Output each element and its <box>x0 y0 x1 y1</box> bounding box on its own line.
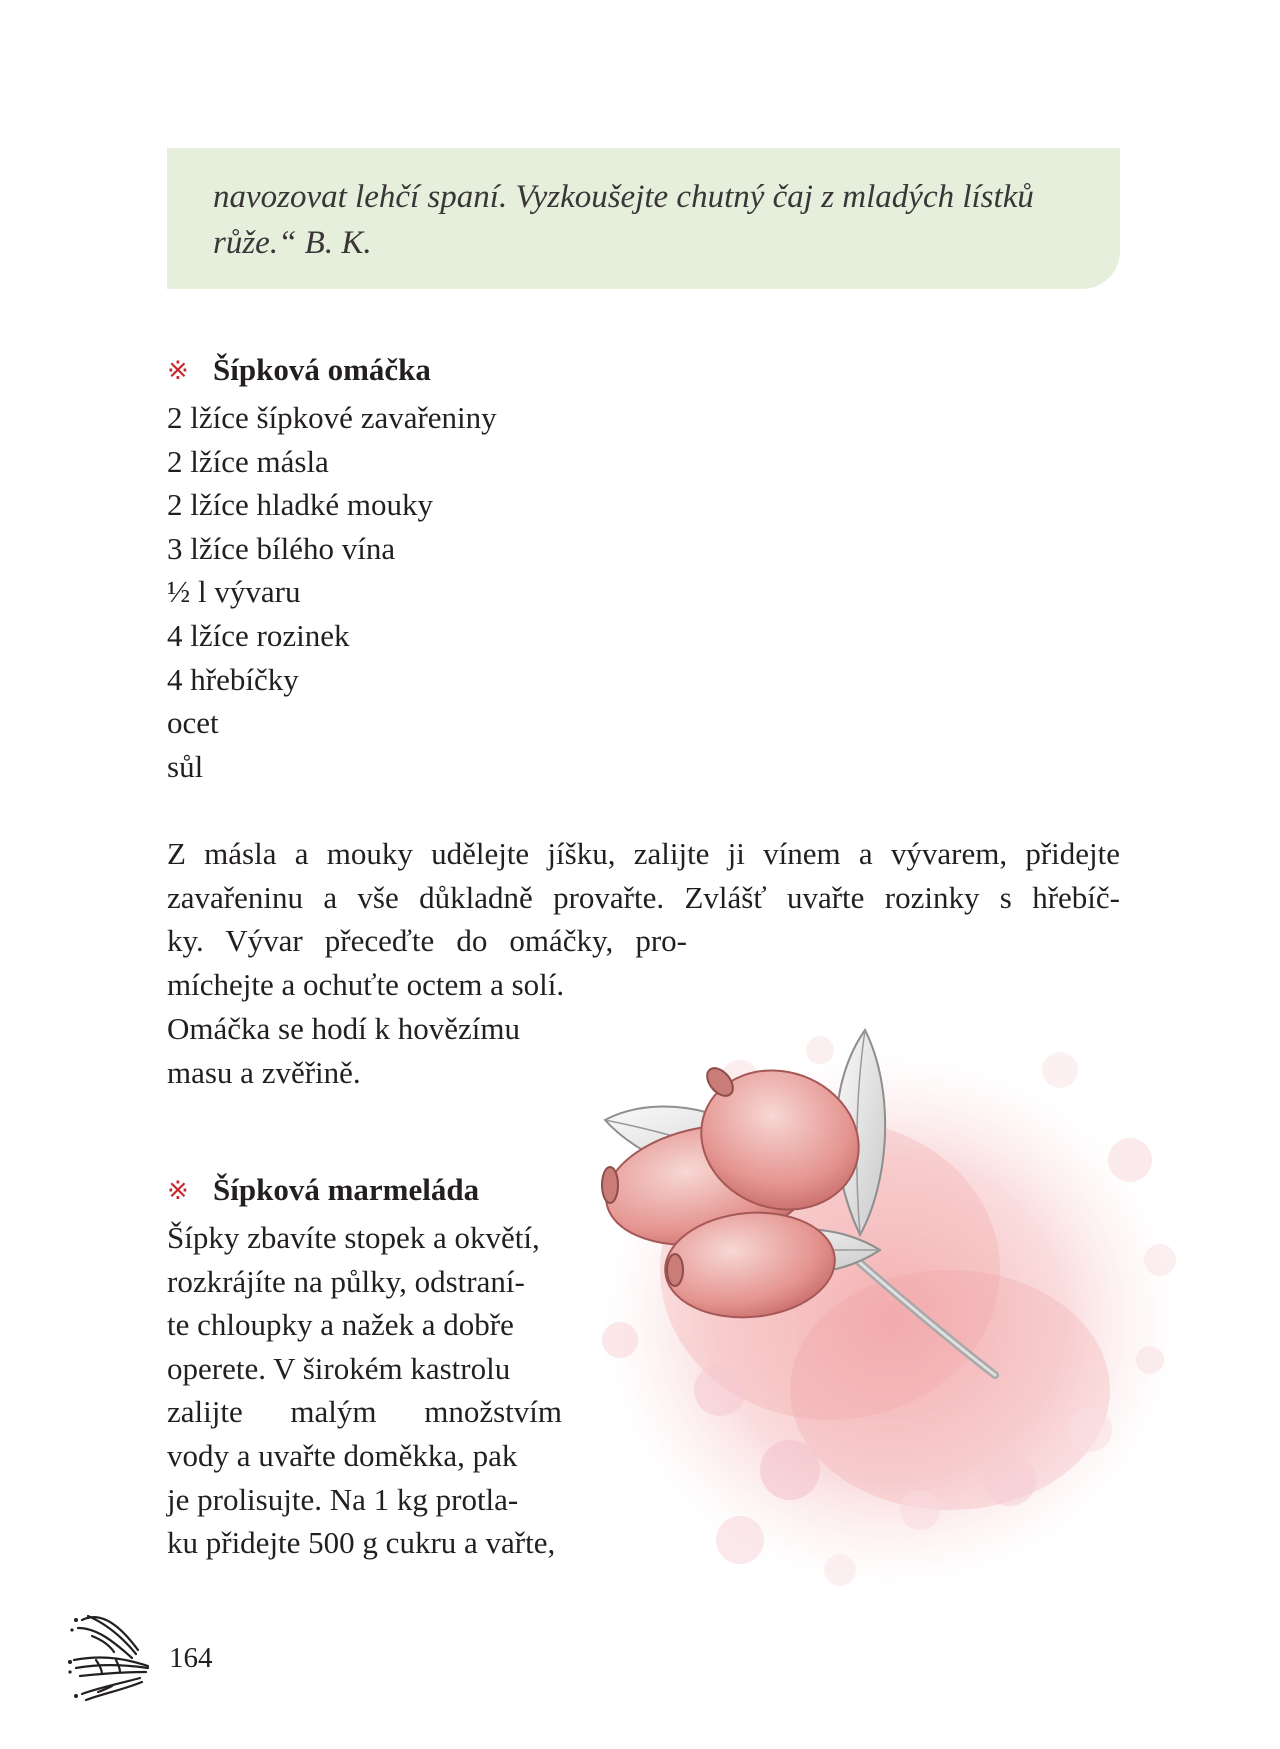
recipe-heading-sipkova-marmelada <box>167 1170 479 1211</box>
instruction-line: masu a zvěřině. <box>167 1054 361 1090</box>
ingredient-item: ocet <box>167 705 219 741</box>
recipe-title: Šípková marmeláda <box>213 1172 480 1207</box>
ingredient-item: 3 lžíce bílého vína <box>167 530 396 566</box>
quote-line: navozovat lehčí spaní. Vyzkoušejte chutný čaj z mladých lístků <box>213 179 1034 215</box>
instruction-line: ku přidejte 500 g cukru a vařte, <box>167 1525 556 1561</box>
instruction-line: te chloupky a nažek a dobře <box>167 1307 514 1343</box>
instruction-line: ky. Vývar přeceďte do omáčky, pro- <box>167 923 687 959</box>
ingredient-item: 4 lžíce rozinek <box>167 617 350 653</box>
ingredient-item: 2 lžíce šípkové zavařeniny <box>167 400 497 435</box>
quote-line: růže.“ B. K. <box>213 225 372 261</box>
page-number: 164 <box>169 1642 213 1674</box>
instruction-line: zalijte malým množstvím <box>167 1394 562 1430</box>
reference-mark-icon: ※ <box>167 1176 189 1205</box>
rosehip-illustration <box>590 1010 1190 1610</box>
rosehip-illustration-icon <box>590 1010 1190 1610</box>
feather-ornament-icon <box>68 1606 158 1706</box>
recipe-instructions <box>167 1216 562 1565</box>
quote-text <box>213 174 1085 266</box>
instruction-line: rozkrájíte na půlky, odstraní- <box>167 1263 525 1299</box>
ingredient-item: 4 hřebíčky <box>167 661 299 697</box>
ingredient-item: ½ l vývaru <box>167 574 301 610</box>
ingredient-list <box>167 396 497 788</box>
reference-mark-icon: ※ <box>167 356 189 385</box>
instruction-line: míchejte a ochuťte octem a solí. <box>167 967 565 1003</box>
instruction-line: zavařeninu a vše důkladně provařte. Zvlášť uvařte rozinky s hřebíč- <box>167 879 1120 915</box>
instruction-line: je prolisujte. Na 1 kg protla- <box>167 1481 519 1517</box>
instruction-line: Z másla a mouky udělejte jíšku, zalijte ji vínem a vývarem, přidejte <box>167 836 1120 871</box>
ingredient-item: 2 lžíce hladké mouky <box>167 487 433 523</box>
instruction-line: vody a uvařte doměkka, pak <box>167 1437 518 1473</box>
instruction-line: operete. V širokém kastrolu <box>167 1350 511 1386</box>
ingredient-item: 2 lžíce másla <box>167 443 329 479</box>
instruction-line: Omáčka se hodí k hovězímu <box>167 1010 520 1046</box>
ingredient-item: sůl <box>167 748 204 784</box>
instruction-line: Šípky zbavíte stopek a okvětí, <box>167 1220 540 1255</box>
recipe-title: Šípková omáčka <box>213 352 431 387</box>
quote-box <box>167 148 1120 289</box>
recipe-heading-sipkova-omacka <box>167 350 431 391</box>
feather-ornament-svg <box>68 1606 158 1706</box>
